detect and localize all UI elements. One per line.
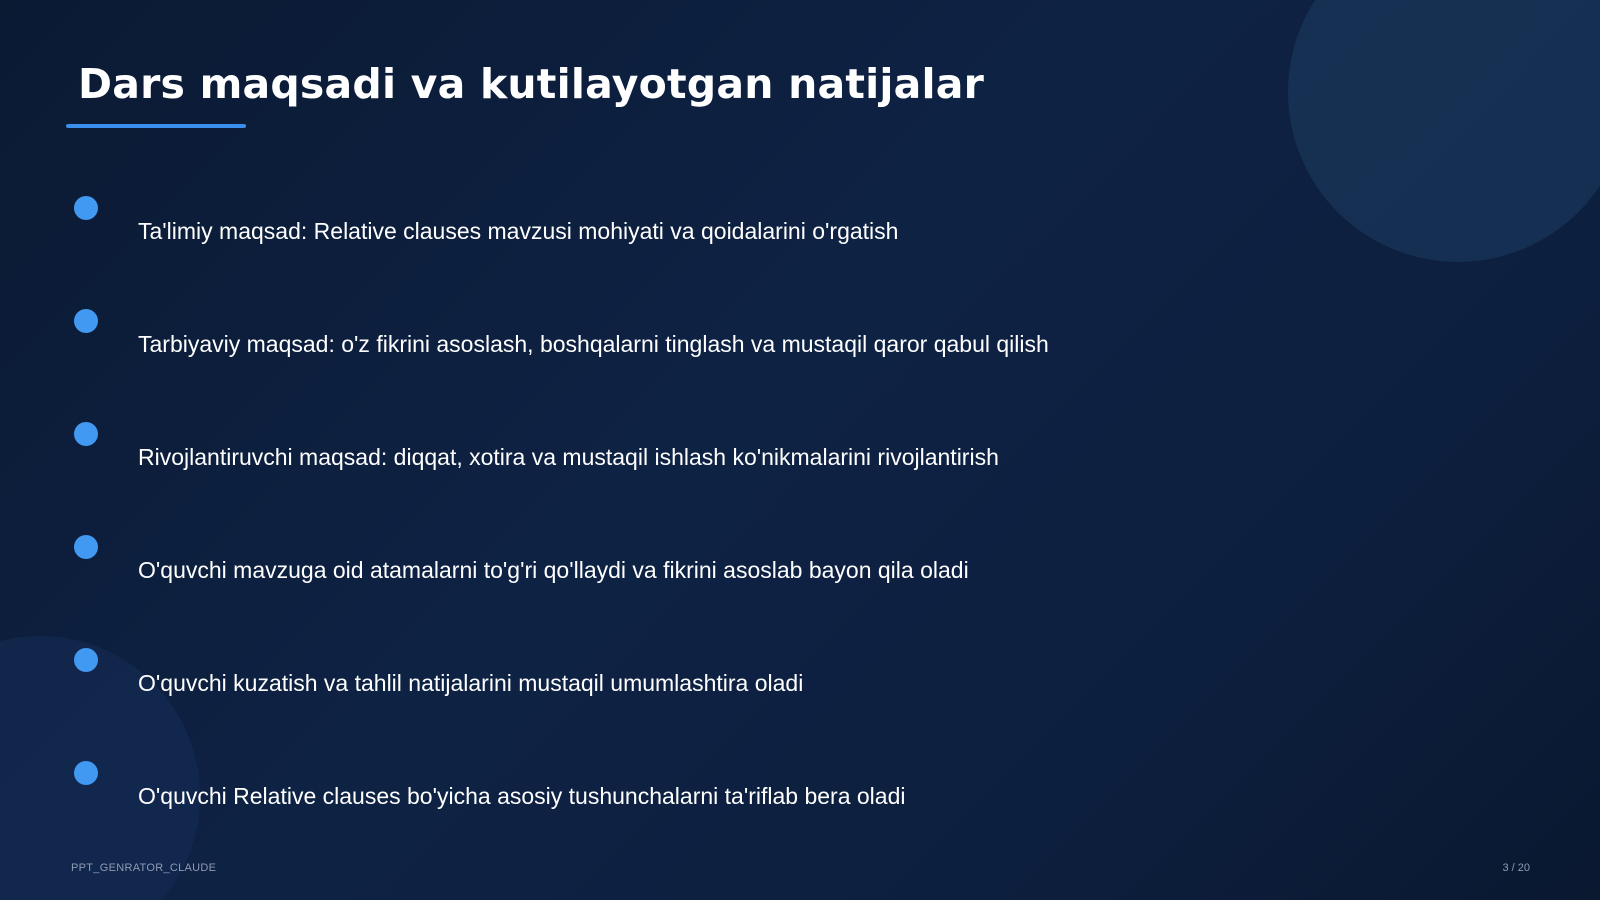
bullet-dot-icon (74, 422, 98, 446)
slide-title: Dars maqsadi va kutilayotgan natijalar (78, 60, 985, 108)
bullet-item (0, 761, 1400, 841)
bullet-item (0, 196, 1400, 276)
bullet-text: O'quvchi Relative clauses bo'yicha asosiy tushunchalarni ta'riflab bera oladi (138, 783, 906, 809)
footer-label: PPT_GENRATOR_CLAUDE (71, 862, 217, 874)
bullet-text: Rivojlantiruvchi maqsad: diqqat, xotira va mustaqil ishlash ko'nikmalarini rivojlantirish (138, 444, 999, 470)
bullet-item (0, 535, 1400, 615)
bullet-item (0, 309, 1400, 389)
page-indicator: 3 / 20 (1502, 862, 1530, 874)
bullet-item (0, 648, 1400, 728)
bullet-text: O'quvchi mavzuga oid atamalarni to'g'ri qo'llaydi va fikrini asoslab bayon qila oladi (138, 557, 969, 583)
bullet-text: Ta'limiy maqsad: Relative clauses mavzusi mohiyati va qoidalarini o'rgatish (138, 218, 899, 244)
bullet-text: Tarbiyaviy maqsad: o'z fikrini asoslash, boshqalarni tinglash va mustaqil qaror qabul qilish (138, 331, 1049, 357)
bullet-dot-icon (74, 761, 98, 785)
bullet-dot-icon (74, 648, 98, 672)
bullet-dot-icon (74, 535, 98, 559)
bullet-dot-icon (74, 196, 98, 220)
bullet-item (0, 422, 1400, 502)
bullet-dot-icon (74, 309, 98, 333)
bullet-text: O'quvchi kuzatish va tahlil natijalarini mustaqil umumlashtira oladi (138, 670, 804, 696)
